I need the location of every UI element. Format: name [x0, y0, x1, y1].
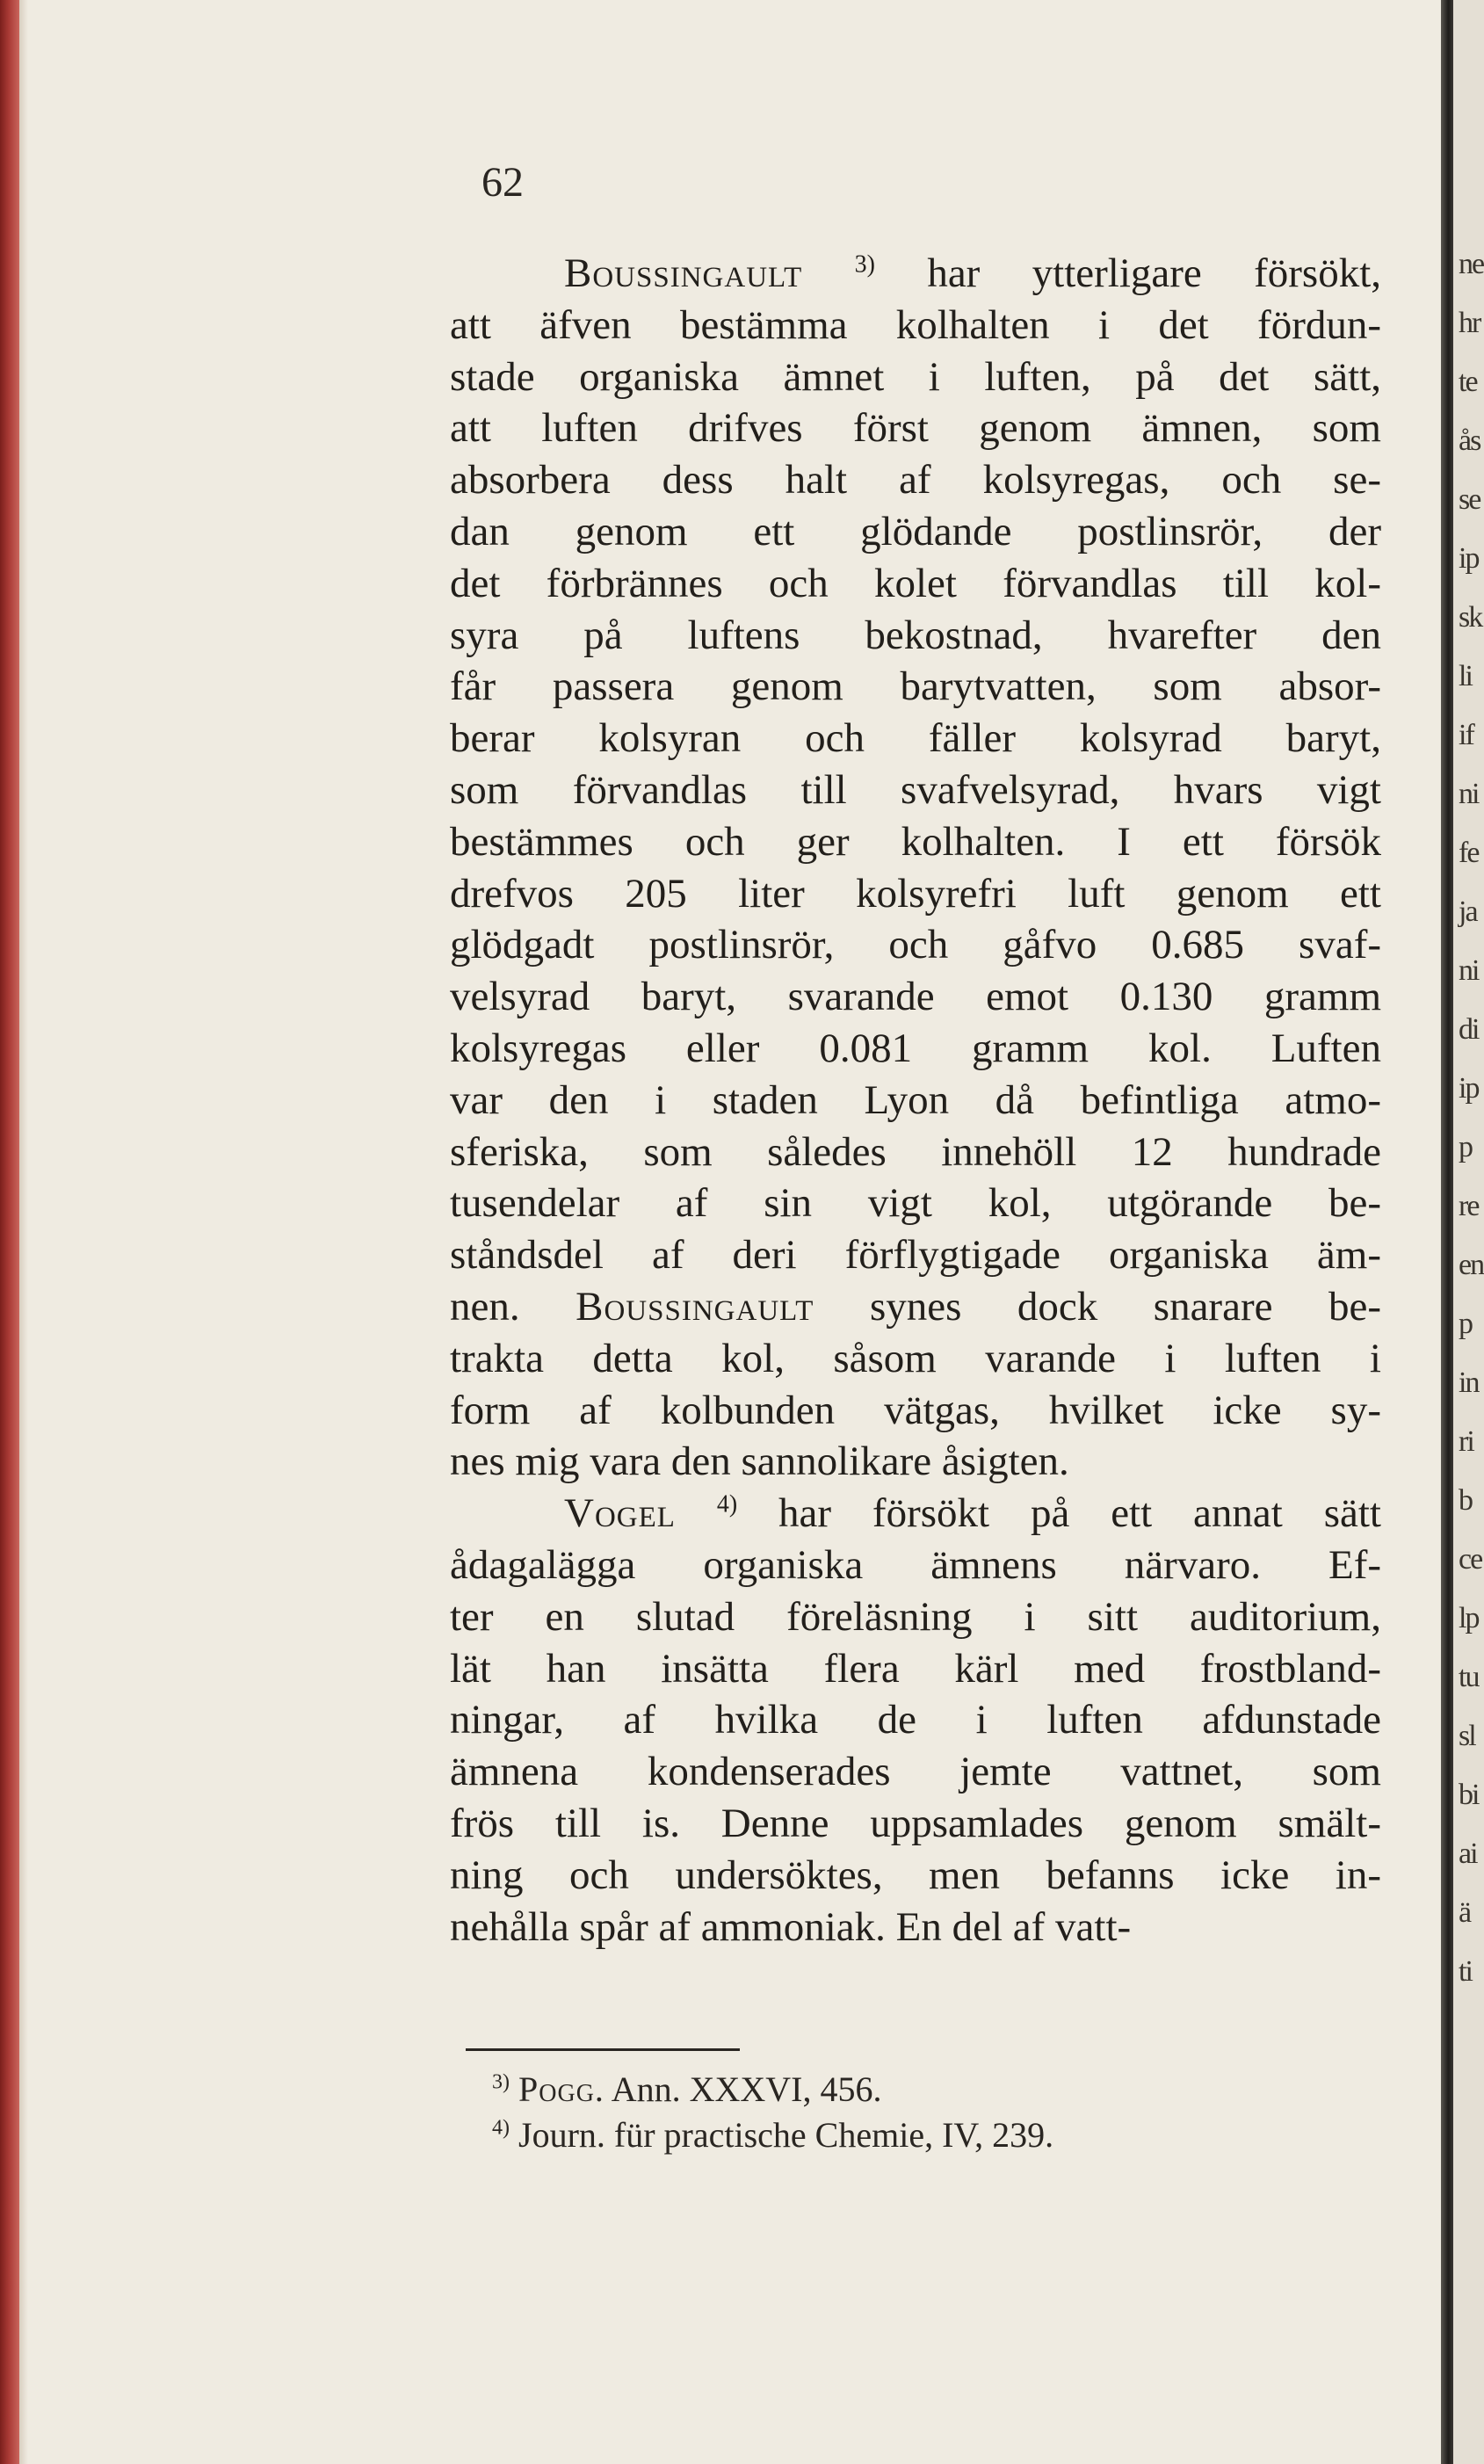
page-number: 62	[481, 159, 524, 206]
next-page-glyph: p	[1459, 1308, 1472, 1340]
next-page-edge	[1453, 0, 1484, 2464]
line-text: bestämmes och ger kolhalten. I ett försök	[450, 818, 1381, 865]
line-text: var den i staden Lyon då befintliga atmo-	[450, 1076, 1381, 1123]
text-line	[450, 1023, 1381, 1075]
line-text: kolsyregas eller 0.081 gramm kol. Luften	[450, 1025, 1381, 1071]
line-text: ämnena kondenserades jemte vattnet, som	[450, 1749, 1381, 1795]
next-page-glyph: te	[1459, 366, 1477, 398]
text-line	[450, 1850, 1381, 1902]
next-page-glyph: in	[1459, 1366, 1479, 1399]
footnote-ref: 3)	[854, 250, 875, 279]
line-text: får passera genom barytvatten, som absor-	[450, 663, 1381, 710]
text-line	[450, 868, 1381, 920]
footnote	[492, 2113, 1053, 2158]
text-line	[450, 1178, 1381, 1229]
text-line	[450, 1798, 1381, 1850]
next-page-glyph: li	[1459, 660, 1472, 692]
text-line	[450, 1902, 1381, 1953]
book-spine	[0, 0, 19, 2464]
line-text: frös till is. Denne uppsamlades genom smält-	[450, 1800, 1381, 1846]
next-page-glyph: bi	[1459, 1779, 1479, 1811]
next-page-glyph: ne	[1459, 248, 1484, 280]
footnote-mark-number: 3	[492, 2070, 503, 2094]
text-line	[450, 402, 1381, 454]
footnote-mark-number: 4	[492, 2116, 503, 2140]
line-text: ståndsdel af deri förflygtigade organiska äm-	[450, 1232, 1381, 1279]
text-line	[450, 1385, 1381, 1437]
spine-edge	[19, 0, 28, 2464]
line-text: dan genom ett glödande postlinsrör, der	[450, 508, 1381, 554]
line-text: tusendelar af sin vigt kol, utgörande be-	[450, 1180, 1381, 1227]
text-line	[450, 765, 1381, 816]
line-text: ningar, af hvilka de i luften afdunstade	[450, 1697, 1381, 1743]
text-line	[450, 1127, 1381, 1178]
footnote-ref: 4)	[716, 1490, 738, 1518]
next-page-glyph: sl	[1459, 1720, 1475, 1752]
author-name: Boussingault	[576, 1283, 814, 1330]
text-line	[450, 558, 1381, 610]
next-page-glyph: ti	[1459, 1955, 1472, 1988]
next-page-glyph: ni	[1459, 954, 1479, 987]
footnote-text: Ann. XXXVI, 456.	[604, 2069, 882, 2109]
body-text	[450, 248, 1381, 1953]
line-text: nehålla spår af ammoniak. En del af vatt-	[450, 1903, 1132, 1950]
footnote-source: Pogg.	[518, 2069, 604, 2109]
line-text: ter en slutad föreläsning i sitt auditorium,	[450, 1593, 1381, 1640]
line-text: form af kolbunden vätgas, hvilket icke sy-	[450, 1387, 1381, 1433]
text-line	[450, 1436, 1381, 1488]
next-page-glyph: b	[1459, 1484, 1472, 1517]
text-line	[450, 919, 1381, 971]
text-line	[450, 1075, 1381, 1127]
footnotes	[492, 2067, 1053, 2158]
next-page-glyph: ä	[1459, 1896, 1471, 1929]
next-page-glyph: ai	[1459, 1837, 1477, 1870]
line-text: nes mig vara den sannolikare åsigten.	[450, 1439, 1069, 1485]
line-text: stade organiska ämnet i luften, på det sätt,	[450, 353, 1381, 400]
line-text: att luften drifves först genom ämnen, som	[450, 405, 1381, 452]
text-line	[450, 1694, 1381, 1746]
next-page-glyph: re	[1459, 1190, 1479, 1222]
next-page-glyph: en	[1459, 1249, 1484, 1281]
line-text: trakta detta kol, såsom varande i luften i	[450, 1335, 1381, 1381]
line-text: berar kolsyran och fäller kolsyrad baryt,	[450, 715, 1381, 762]
next-page-glyph: ip	[1459, 542, 1479, 575]
next-page-glyph: di	[1459, 1013, 1479, 1046]
next-page-glyph: ri	[1459, 1425, 1473, 1458]
page-gutter	[1441, 0, 1453, 2464]
line-text: ning och undersöktes, men befanns icke in-	[450, 1852, 1381, 1898]
author-name: Vogel	[564, 1490, 676, 1537]
next-page-glyph: lp	[1459, 1602, 1479, 1634]
text-line	[450, 1540, 1381, 1591]
text-line	[450, 506, 1381, 558]
footnote-text: Journ. für practische Chemie, IV, 239.	[518, 2115, 1054, 2155]
line-text: synes dock snarare be-	[814, 1283, 1381, 1330]
footnote	[492, 2067, 1053, 2113]
next-page-glyph: if	[1459, 719, 1473, 751]
next-page-glyph: ås	[1459, 424, 1480, 457]
line-text: nen.	[450, 1283, 576, 1330]
next-page-glyph: se	[1459, 483, 1480, 516]
next-page-glyph: tu	[1459, 1661, 1479, 1693]
line-text: syra på luftens bekostnad, hvarefter den	[450, 612, 1381, 658]
text-line	[450, 1333, 1381, 1385]
line-text: velsyrad baryt, svarande emot 0.130 gramm	[450, 974, 1381, 1020]
text-line	[450, 1488, 1381, 1540]
next-page-glyph: ni	[1459, 778, 1479, 810]
next-page-glyph: hr	[1459, 307, 1480, 339]
footnote-mark: 3)	[492, 2070, 510, 2094]
line-text: det förbrännes och kolet förvandlas till kol-	[450, 560, 1381, 606]
text-line	[450, 971, 1381, 1023]
author-name: Boussingault	[564, 250, 803, 296]
text-line	[450, 1229, 1381, 1281]
line-text: ådagalägga organiska ämnens närvaro. Ef-	[450, 1541, 1381, 1588]
text-line	[450, 351, 1381, 403]
line-text: lät han insätta flera kärl med frostbland-	[450, 1645, 1381, 1692]
text-line	[450, 1746, 1381, 1798]
line-text: har försökt på ett annat sätt	[737, 1490, 1381, 1537]
next-page-glyph: sk	[1459, 601, 1482, 634]
footnote-ref-number: 4	[716, 1490, 729, 1518]
next-page-glyph: fe	[1459, 837, 1479, 869]
line-text: glödgadt postlinsrör, och gåfvo 0.685 svaf-	[450, 922, 1381, 968]
text-line	[450, 816, 1381, 868]
footnote-ref-number: 3	[854, 250, 867, 279]
line-text: som förvandlas till svafvelsyrad, hvars vigt	[450, 766, 1381, 813]
text-line	[450, 661, 1381, 713]
text-line	[450, 1281, 1381, 1333]
footnote-mark: 4)	[492, 2116, 510, 2140]
line-text: har ytterligare försökt,	[874, 250, 1381, 296]
footnote-rule	[466, 2048, 740, 2051]
next-page-glyph: ip	[1459, 1072, 1479, 1105]
line-text: absorbera dess halt af kolsyregas, och se-	[450, 457, 1381, 504]
next-page-glyph: ja	[1459, 895, 1477, 928]
text-line	[450, 454, 1381, 506]
next-page-glyph: p	[1459, 1131, 1472, 1163]
text-line	[450, 610, 1381, 662]
line-text: att äfven bestämma kolhalten i det fördun-	[450, 301, 1381, 348]
text-line	[450, 248, 1381, 300]
line-text: sferiska, som således innehöll 12 hundrade	[450, 1128, 1381, 1175]
text-line	[450, 300, 1381, 351]
line-text: drefvos 205 liter kolsyrefri luft genom ett	[450, 870, 1381, 917]
text-line	[450, 713, 1381, 765]
next-page-glyph: ce	[1459, 1543, 1482, 1576]
text-line	[450, 1591, 1381, 1643]
text-line	[450, 1643, 1381, 1695]
